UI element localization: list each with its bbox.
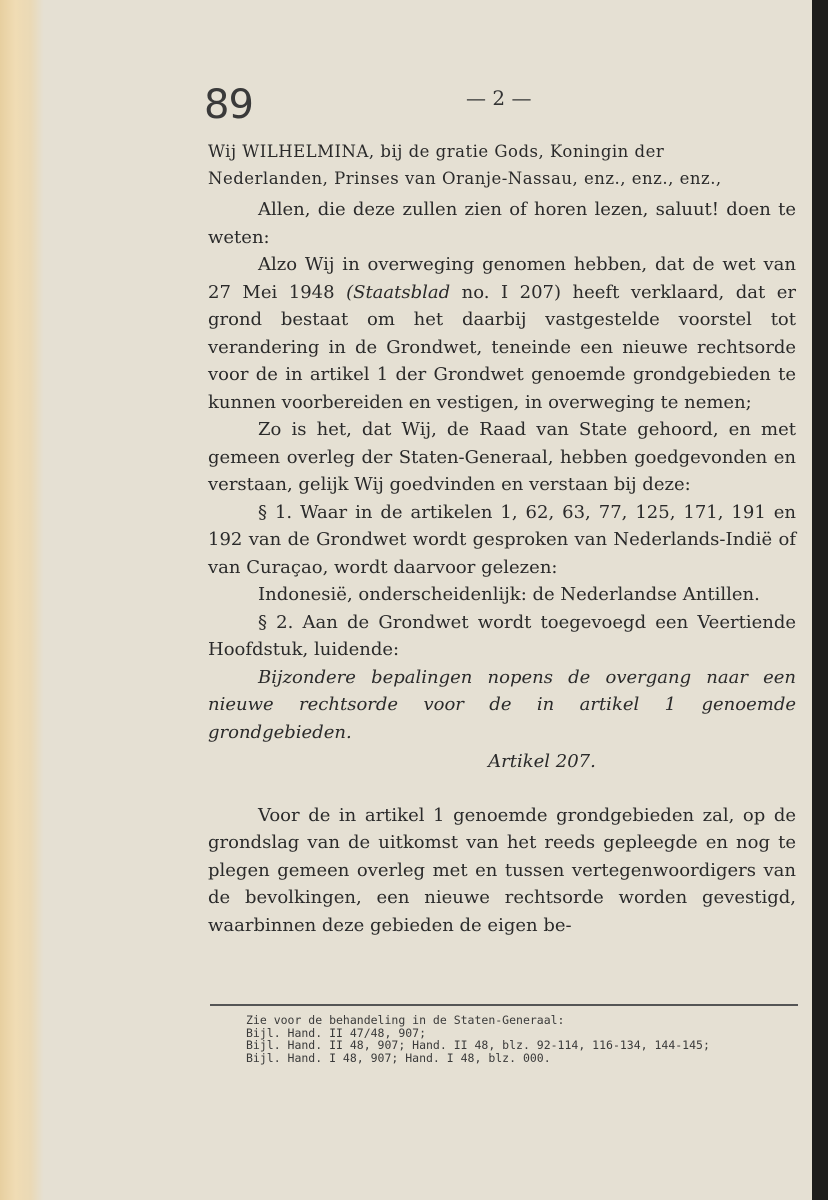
chapter-title: Bijzondere bepalingen nopens de overgang naar een nieuwe rechtsorde voor de in artikel 1 genoemde grondgebieden. <box>208 666 796 743</box>
paragraph-section-1: § 1. Waar in de artikelen 1, 62, 63, 77, 125, 171, 191 en 192 van de Grondwet wordt gesproken van Nederlands-Indië of van Curaçao, wordt daarvoor gelezen: <box>208 501 796 578</box>
page-number: — 2 — <box>466 86 532 110</box>
paragraph-alzo-a: Alzo Wij in overweging genomen hebben, dat de wet van 27 Mei 1948 <box>208 254 796 303</box>
footnote-divider <box>210 1004 798 1006</box>
handwritten-page-number: 89 <box>204 82 253 128</box>
artikel-title: Artikel 207. <box>488 751 596 772</box>
paragraph-section-2: § 2. Aan de Grondwet wordt toegevoegd een Veertiende Hoofdstuk, luidende: <box>208 611 796 660</box>
footnotes <box>246 1014 806 1064</box>
paragraph-alzo <box>208 251 796 416</box>
paragraph-indonesie: Indonesië, onderscheidenlijk: de Nederlandse Antillen. <box>258 584 760 605</box>
paragraph-alzo-b: no. I 207) heeft verklaard, dat er grond bestaat om het daarbij vastgestelde voorstel tot verandering in de Grondwet, teneinde een nieuwe rechtsorde voor de in artikel 1 der Grondwet genoemde grondgebieden te kunnen voorbereiden en vestigen, in overweging te nemen; <box>208 281 796 413</box>
salutation: Allen, die deze zullen zien of horen lezen, saluut! doen te weten: <box>208 199 796 248</box>
paragraph-zo: Zo is het, dat Wij, de Raad van State gehoord, en met gemeen overleg der Staten-Generaal, hebben goedgevonden en verstaan, gelijk Wij goedvinden en verstaan bij deze: <box>208 419 796 495</box>
heading-line-2: Nederlanden, Prinses van Oranje-Nassau, enz., enz., enz., <box>208 169 722 188</box>
footnote-line: Bijl. Hand. I 48, 907; Hand. I 48, blz. 000. <box>246 1050 551 1065</box>
footnote-line: Zie voor de behandeling in de Staten-Generaal: <box>246 1013 565 1027</box>
paragraph-artikel-207: Voor de in artikel 1 genoemde grondgebieden zal, op de grondslag van de uitkomst van het reeds gepleegde en nog te plegen gemeen overleg met en tussen vertegenwoordigers van de bevolkingen, een nieuwe rechtsorde worden gevestigd, waarbinnen deze gebieden de eigen be- <box>208 804 796 936</box>
heading-line-1: Wij WILHELMINA, bij de gratie Gods, Koningin der <box>208 142 665 161</box>
staatsblad-ref: (Staatsblad <box>346 281 451 303</box>
document-body <box>208 138 796 939</box>
footnote-line: Bijl. Hand. II 48, 907; Hand. II 48, blz. 92-114, 116-134, 144-145; <box>246 1038 710 1052</box>
binding-edge <box>0 0 44 1200</box>
footnote-line: Bijl. Hand. II 47/48, 907; <box>246 1025 427 1040</box>
scan-border <box>812 0 828 1200</box>
